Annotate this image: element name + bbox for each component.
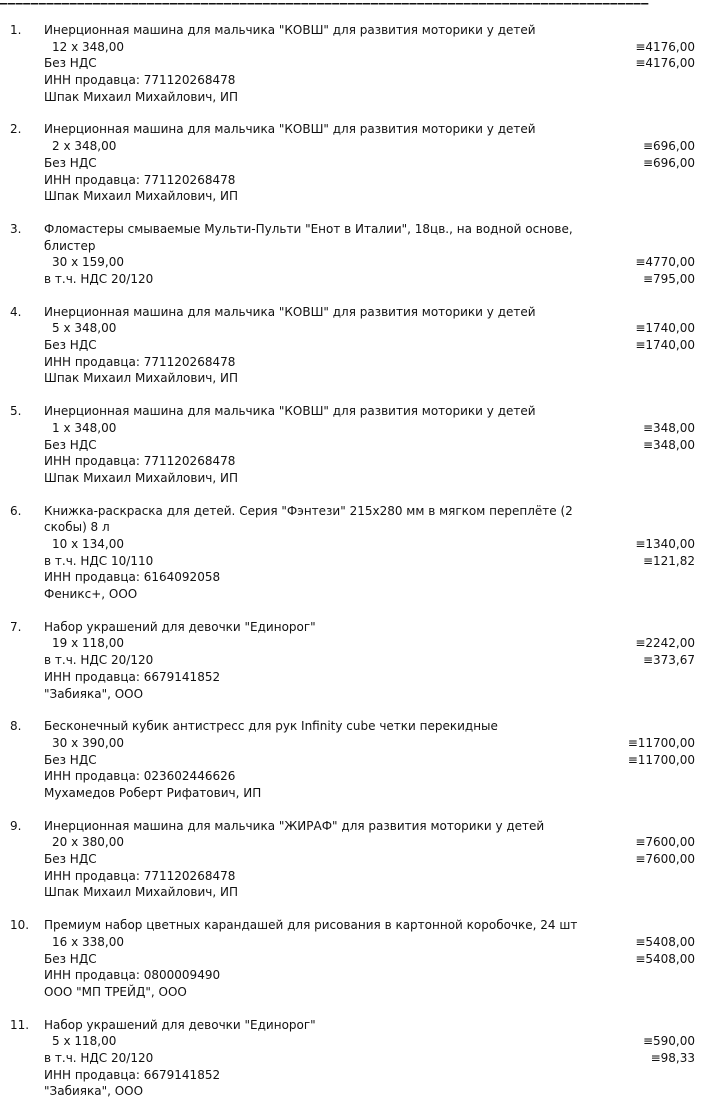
item-total: ≡7600,00 [635, 835, 695, 850]
receipt-item-line [0, 503, 701, 536]
receipt-item-line [0, 337, 701, 354]
item-qty-price: 19 x 118,00 [52, 636, 124, 651]
item-qty-price: 2 x 348,00 [52, 139, 117, 154]
item-vat-label: в т.ч. НДС 20/120 [44, 1050, 154, 1065]
receipt-item-line [0, 22, 701, 39]
item-spacer [0, 453, 44, 470]
item-seller-inn: ИНН продавца: 771120268478 [44, 454, 236, 469]
item-vat-amount: ≡121,82 [642, 553, 695, 568]
item-number: 5. [10, 404, 22, 419]
receipt-item-line [0, 652, 701, 669]
item-vat-label: Без НДС [44, 951, 97, 966]
item-total: ≡5408,00 [635, 934, 695, 949]
item-vat-amount: ≡1740,00 [635, 338, 695, 353]
receipt-item-line [0, 138, 701, 155]
receipt-item-line [0, 586, 701, 603]
receipt-item [0, 818, 701, 917]
item-spacer [0, 967, 44, 984]
item-seller-inn: ИНН продавца: 771120268478 [44, 172, 236, 187]
item-spacer [0, 536, 44, 553]
item-seller-inn: ИНН продавца: 6679141852 [44, 1067, 221, 1082]
receipt-item-line [0, 818, 701, 835]
item-spacer [0, 768, 44, 785]
receipt-item-line [0, 569, 701, 586]
item-number: 11. [10, 1017, 30, 1032]
item-name: Инерционная машина для мальчика "КОВШ" для развития моторики у детей [44, 122, 536, 137]
receipt-item-line [0, 172, 701, 189]
item-qty-price: 30 x 159,00 [52, 255, 124, 270]
item-qty-price: 12 x 348,00 [52, 39, 124, 54]
item-total: ≡1740,00 [635, 321, 695, 336]
item-total: ≡2242,00 [635, 636, 695, 651]
item-spacer [0, 785, 44, 802]
receipt-item-line [0, 420, 701, 437]
receipt-item-line [0, 188, 701, 205]
item-spacer [0, 39, 44, 56]
item-number: 2. [10, 122, 22, 137]
receipt-item-line [0, 453, 701, 470]
item-number: 9. [10, 818, 22, 833]
item-name: Книжка-раскраска для детей. Серия "Фэнтези" 215x280 мм в мягком переплёте (2 скобы) 8 л [44, 503, 573, 535]
receipt-item-line [0, 536, 701, 553]
item-total: ≡590,00 [642, 1034, 695, 1049]
receipt-item-line [0, 686, 701, 703]
item-total: ≡696,00 [642, 139, 695, 154]
item-spacer [0, 254, 44, 271]
item-spacer [0, 320, 44, 337]
item-seller-name: Шпак Михаил Михайлович, ИП [44, 89, 238, 104]
receipt-item [0, 22, 701, 121]
item-seller-name: "Забияка", ООО [44, 1084, 144, 1099]
item-seller-name: Мухамедов Роберт Рифатович, ИП [44, 785, 262, 800]
item-spacer [0, 884, 44, 901]
item-spacer [0, 1050, 44, 1067]
item-spacer [0, 420, 44, 437]
receipt-item [0, 1017, 701, 1116]
item-spacer [0, 271, 44, 288]
item-spacer [0, 370, 44, 387]
item-number: 7. [10, 619, 22, 634]
receipt-item-line [0, 39, 701, 56]
item-vat-label: Без НДС [44, 752, 97, 767]
item-vat-label: Без НДС [44, 338, 97, 353]
receipt-item-line [0, 470, 701, 487]
item-spacer [0, 1033, 44, 1050]
receipt-item-line [0, 669, 701, 686]
item-number: 8. [10, 719, 22, 734]
receipt-item-line [0, 403, 701, 420]
receipt-item-line [0, 884, 701, 901]
separator-line: –––––––––––––––––––––––––––––––––––––––––––––––––––––––––––––––––––––––––––––––––––– [0, 0, 649, 10]
item-spacer [0, 354, 44, 371]
item-spacer [0, 834, 44, 851]
item-spacer [0, 437, 44, 454]
item-seller-name: Шпак Михаил Михайлович, ИП [44, 885, 238, 900]
receipt-item-line [0, 437, 701, 454]
item-total: ≡4770,00 [635, 255, 695, 270]
item-qty-price: 1 x 348,00 [52, 420, 117, 435]
receipt-item-line [0, 121, 701, 138]
item-total: ≡11700,00 [627, 735, 695, 750]
item-seller-name: "Забияка", ООО [44, 686, 144, 701]
receipt-item [0, 304, 701, 403]
item-number: 6. [10, 503, 22, 518]
item-qty-price: 16 x 338,00 [52, 934, 124, 949]
item-name: Набор украшений для девочки "Единорог" [44, 619, 316, 634]
receipt-item-line [0, 370, 701, 387]
item-number: 4. [10, 304, 22, 319]
item-number: 10. [10, 918, 30, 933]
receipt-item-line [0, 55, 701, 72]
item-vat-amount: ≡348,00 [642, 437, 695, 452]
receipt-item-line [0, 354, 701, 371]
item-number: 3. [10, 221, 22, 236]
item-spacer [0, 669, 44, 686]
item-seller-inn: ИНН продавца: 6164092058 [44, 570, 221, 585]
item-vat-amount: ≡11700,00 [627, 752, 695, 767]
item-qty-price: 5 x 348,00 [52, 321, 117, 336]
item-seller-inn: ИНН продавца: 0800009490 [44, 968, 221, 983]
receipt-item-line [0, 917, 701, 934]
receipt-item-line [0, 834, 701, 851]
receipt-items-list [0, 22, 701, 1116]
receipt-item-line [0, 868, 701, 885]
item-vat-label: Без НДС [44, 56, 97, 71]
item-qty-price: 30 x 390,00 [52, 735, 124, 750]
item-spacer [0, 55, 44, 72]
receipt-item-line [0, 89, 701, 106]
item-seller-name: Шпак Михаил Михайлович, ИП [44, 189, 238, 204]
receipt-item-line [0, 851, 701, 868]
item-seller-name: ООО "МП ТРЕЙД", ООО [44, 984, 187, 999]
receipt-item-line [0, 304, 701, 321]
item-spacer [0, 569, 44, 586]
item-vat-amount: ≡795,00 [642, 272, 695, 286]
item-total: ≡348,00 [642, 420, 695, 435]
item-vat-label: в т.ч. НДС 20/120 [44, 272, 154, 286]
receipt-item-line [0, 619, 701, 636]
receipt-item-line [0, 934, 701, 951]
item-vat-label: в т.ч. НДС 20/120 [44, 653, 154, 668]
item-name: Фломастеры смываемые Мульти-Пульти "Енот в Италии", 18цв., на водной основе, блистер [44, 221, 573, 253]
item-seller-inn: ИНН продавца: 771120268478 [44, 73, 236, 88]
receipt-item-line [0, 1067, 701, 1084]
item-vat-amount: ≡98,33 [650, 1050, 695, 1065]
item-spacer [0, 155, 44, 172]
item-seller-inn: ИНН продавца: 6679141852 [44, 669, 221, 684]
receipt-item [0, 403, 701, 502]
receipt-item-line [0, 752, 701, 769]
item-seller-name: Шпак Михаил Михайлович, ИП [44, 470, 238, 485]
item-number: 1. [10, 23, 22, 37]
item-spacer [0, 652, 44, 669]
receipt-item-line [0, 155, 701, 172]
receipt-item-line [0, 718, 701, 735]
item-name: Бесконечный кубик антистресс для рук Infinity cube четки перекидные [44, 719, 498, 734]
item-spacer [0, 89, 44, 106]
receipt-item-line [0, 1050, 701, 1067]
item-seller-inn: ИНН продавца: 771120268478 [44, 354, 236, 369]
item-name: Инерционная машина для мальчика "КОВШ" для развития моторики у детей [44, 304, 536, 319]
item-seller-name: Шпак Михаил Михайлович, ИП [44, 371, 238, 386]
item-qty-price: 5 x 118,00 [52, 1034, 117, 1049]
item-spacer [0, 553, 44, 570]
receipt-item-line [0, 271, 701, 288]
item-spacer [0, 1067, 44, 1084]
receipt-item-line [0, 967, 701, 984]
item-seller-inn: ИНН продавца: 023602446626 [44, 769, 236, 784]
item-total: ≡1340,00 [635, 537, 695, 551]
item-spacer [0, 934, 44, 951]
item-spacer [0, 337, 44, 354]
receipt-item-line [0, 768, 701, 785]
receipt-item-line [0, 1033, 701, 1050]
item-seller-name: Феникс+, ООО [44, 587, 138, 602]
receipt-item-line [0, 254, 701, 271]
receipt-item [0, 221, 701, 304]
receipt-item-line [0, 735, 701, 752]
receipt-item-line [0, 221, 701, 254]
item-spacer [0, 851, 44, 868]
item-spacer [0, 984, 44, 1001]
receipt-item [0, 121, 701, 220]
item-qty-price: 10 x 134,00 [52, 537, 124, 551]
receipt-item [0, 503, 701, 619]
item-vat-label: Без НДС [44, 155, 97, 170]
item-qty-price: 20 x 380,00 [52, 835, 124, 850]
item-vat-amount: ≡4176,00 [635, 56, 695, 71]
item-vat-amount: ≡373,67 [642, 653, 695, 668]
item-vat-amount: ≡5408,00 [635, 951, 695, 966]
receipt-item-line [0, 553, 701, 570]
receipt-item-line [0, 984, 701, 1001]
item-name: Инерционная машина для мальчика "ЖИРАФ" для развития моторики у детей [44, 818, 545, 833]
item-spacer [0, 686, 44, 703]
item-spacer [0, 635, 44, 652]
receipt-item-line [0, 635, 701, 652]
item-spacer [0, 752, 44, 769]
item-seller-inn: ИНН продавца: 771120268478 [44, 868, 236, 883]
item-total: ≡4176,00 [635, 39, 695, 54]
item-spacer [0, 868, 44, 885]
receipt-item-line [0, 785, 701, 802]
item-vat-label: Без НДС [44, 437, 97, 452]
item-spacer [0, 72, 44, 89]
item-spacer [0, 951, 44, 968]
receipt-item [0, 718, 701, 817]
item-spacer [0, 138, 44, 155]
item-vat-amount: ≡7600,00 [635, 852, 695, 867]
item-vat-label: Без НДС [44, 852, 97, 867]
item-vat-label: в т.ч. НДС 10/110 [44, 553, 154, 568]
item-name: Инерционная машина для мальчика "КОВШ" для развития моторики у детей [44, 404, 536, 419]
item-name: Премиум набор цветных карандашей для рисования в картонной коробочке, 24 шт [44, 918, 578, 933]
item-spacer [0, 172, 44, 189]
item-spacer [0, 735, 44, 752]
receipt-item-line [0, 72, 701, 89]
item-vat-amount: ≡696,00 [642, 155, 695, 170]
item-spacer [0, 188, 44, 205]
item-spacer [0, 470, 44, 487]
receipt-item-line [0, 951, 701, 968]
receipt-item-line [0, 1017, 701, 1034]
receipt-item-line [0, 320, 701, 337]
item-name: Инерционная машина для мальчика "КОВШ" для развития моторики у детей [44, 23, 536, 37]
item-spacer [0, 586, 44, 603]
receipt-item [0, 917, 701, 1016]
receipt-item [0, 619, 701, 718]
item-name: Набор украшений для девочки "Единорог" [44, 1017, 316, 1032]
